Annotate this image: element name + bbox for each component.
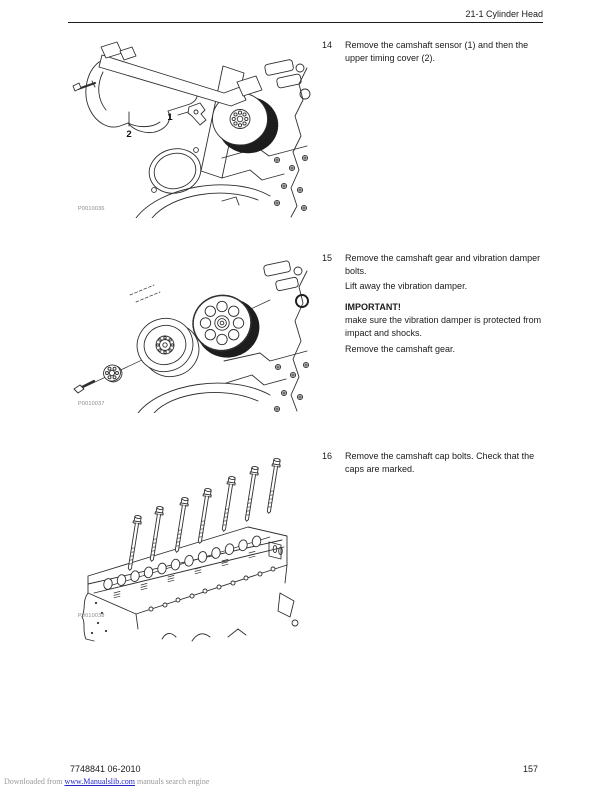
step-16: [322, 450, 549, 478]
important-text-line: make sure the vibration damper is protected from: [345, 315, 542, 325]
callout-2-label: 2: [126, 129, 132, 140]
figure-cap-bolts: [72, 443, 312, 645]
figure-caption: P0010038: [78, 613, 105, 619]
watermark-suffix: manuals search engine: [135, 777, 210, 786]
callout-1-leader: [178, 112, 188, 115]
block-bolts: [274, 362, 308, 411]
ring-tab: [152, 188, 157, 193]
washer-flange: [101, 363, 124, 384]
step-text-line: Remove the camshaft sensor (1) and then the: [345, 40, 529, 50]
step-number: 15: [322, 253, 333, 263]
important-heading: IMPORTANT!: [345, 302, 401, 312]
vibration-damper-illustration: [72, 243, 312, 413]
timing-cover-illustration: [72, 38, 312, 218]
header-rule: [68, 22, 543, 23]
block-bolts: [274, 155, 307, 210]
page-header-title: 21-1 Cylinder Head: [465, 9, 543, 19]
figure-vibration-damper: [72, 243, 312, 417]
step-text-line: upper timing cover (2).: [345, 53, 436, 63]
manualslib-watermark: [4, 777, 209, 786]
callout-1-label: 1: [167, 112, 173, 123]
flywheel-arc: [138, 383, 270, 413]
step-text-line: Remove the camshaft cap bolts. Check that the: [345, 451, 535, 461]
footer-doc-code: 7748841 06-2010: [70, 764, 141, 774]
step-number: 14: [322, 40, 333, 50]
damper-bolt: [74, 381, 94, 393]
manualslib-link[interactable]: www.Manualslib.com: [64, 777, 136, 786]
footer-page-number: 157: [522, 764, 538, 774]
step-14: [322, 39, 549, 67]
step-text-line: Lift away the vibration damper.: [345, 281, 468, 291]
important-text-line: impact and shocks.: [345, 328, 423, 338]
step-text-line: Remove the camshaft gear and vibration damper: [345, 253, 541, 263]
step-number: 16: [322, 451, 333, 461]
step-text-line: bolts.: [345, 266, 367, 276]
alignment-dashes: [130, 285, 160, 302]
figure-caption: P0010036: [78, 206, 105, 212]
cap-bolts-illustration: [72, 443, 312, 643]
camshaft-sensor: [188, 103, 206, 125]
figure-caption: P0010037: [78, 401, 105, 407]
watermark-prefix: Downloaded from: [4, 777, 65, 786]
step-text-line: Remove the camshaft gear.: [345, 344, 456, 354]
step-15: [322, 252, 549, 358]
figure-timing-cover: [72, 38, 312, 220]
step-text-line: caps are marked.: [345, 464, 415, 474]
ring-tab: [194, 148, 199, 153]
